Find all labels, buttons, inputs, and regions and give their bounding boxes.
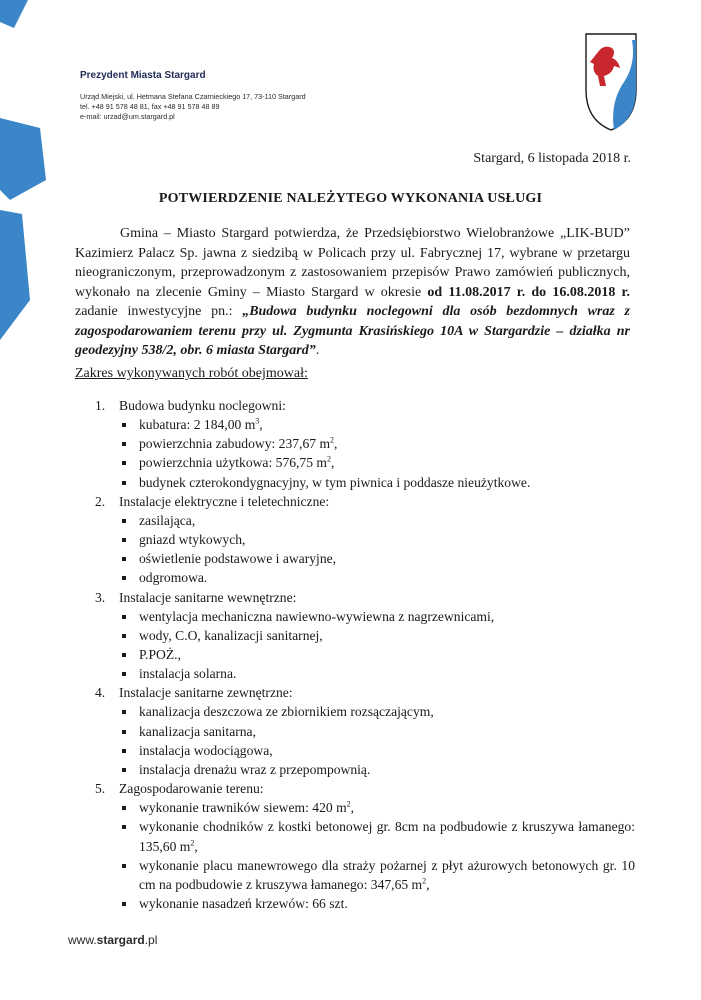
list-item <box>95 511 635 530</box>
bullet-list <box>95 415 635 492</box>
bullet-icon <box>122 710 126 714</box>
item-text: kubatura: 2 184,00 m <box>139 417 256 432</box>
bullet-list <box>95 798 635 913</box>
paragraph-end: . <box>315 343 320 358</box>
bullet-icon <box>122 519 126 523</box>
header-org-title: Prezydent Miasta Stargard <box>80 70 206 81</box>
list-item <box>95 607 635 626</box>
item-text: wykonanie placu manewrowego dla straży pożarnej z płyt ażurowych betonowych gr. 10 cm na podbudowie z kruszywa łamanego: 347,65 m <box>139 857 635 893</box>
list-item <box>95 473 635 492</box>
item-unit-exponent: 2 <box>190 838 195 848</box>
list-item <box>95 626 635 645</box>
section-title: Instalacje sanitarne wewnętrzne: <box>119 589 297 605</box>
item-punct: , <box>350 800 355 816</box>
list-item <box>95 722 635 741</box>
item-text: P.POŻ., <box>139 647 181 663</box>
bullet-icon <box>122 902 126 906</box>
bullet-list <box>95 511 635 588</box>
bullet-icon <box>122 768 126 772</box>
item-text: zasilająca, <box>139 512 196 528</box>
bullet-list <box>95 607 635 684</box>
section-title: Budowa budynku noclegowni: <box>119 398 286 413</box>
list-item <box>95 817 635 855</box>
item-unit-exponent: 2 <box>330 435 335 445</box>
header-phone: tel. +48 91 578 48 81, fax +48 91 578 48 89 <box>80 102 220 111</box>
scope-section <box>95 396 635 415</box>
item-punct: , <box>426 877 430 893</box>
bullet-icon <box>122 557 126 561</box>
item-unit-exponent: 2 <box>327 454 331 464</box>
item-text: wentylacja mechaniczna nawiewno-wywiewna z nagrzewnicami, <box>139 608 495 624</box>
document-title: POTWIERDZENIE NALEŻYTEGO WYKONANIA USŁUGI <box>158 191 543 206</box>
list-item <box>95 741 635 760</box>
paragraph-text: Gmina – Miasto Stargard potwierdza, że Przedsiębiorstwo Wielobranżowe „LIK-BUD” Kazimierz Palacz Sp. jawna z siedzibą w Policach przy ul. Fabrycznej 17, wybrane w przetargu nieograniczonym, przeprowadzonym z zastosowaniem przepisów Prawo zamówień publicznych, wykonało na zlecenie Gminy – Miasto Stargard w okresie <box>75 226 630 300</box>
list-item <box>95 798 635 817</box>
list-item <box>95 453 635 472</box>
task-name: „Budowa budynku noclegowni dla osób bezdomnych wraz z zagospodarowaniem terenu przy ul. Zygmunta Krasińskiego 10A w Stargardzie – działka nr geodezyjny 538/2, obr. 6 miasta Stargard” <box>75 304 630 358</box>
bullet-icon <box>122 749 126 753</box>
section-number: 5. <box>95 781 106 797</box>
list-item <box>95 894 635 913</box>
section-number: 1. <box>95 398 106 413</box>
list-item <box>95 760 635 779</box>
item-text: oświetlenie podstawowe i awaryjne, <box>139 551 337 567</box>
scope-section <box>95 492 635 511</box>
scope-label: Zakres wykonywanych robót obejmował: <box>75 366 308 381</box>
section-number: 4. <box>95 685 106 701</box>
footer-brand: stargard <box>96 933 145 947</box>
item-unit-exponent: 3 <box>255 416 260 426</box>
bullet-icon <box>122 442 126 446</box>
paragraph-text-2: zadanie inwestycyjne pn.: <box>75 304 243 319</box>
item-text: instalacja wodociągowa, <box>139 742 273 758</box>
scope-section <box>95 588 635 607</box>
list-item <box>95 664 635 683</box>
bullet-icon <box>122 672 126 676</box>
document-date: Stargard, 6 listopada 2018 r. <box>473 151 631 166</box>
bullet-icon <box>122 576 126 580</box>
section-title: Instalacje elektryczne i teletechniczne: <box>119 493 330 509</box>
item-text: odgromowa. <box>139 570 208 586</box>
scope-section <box>95 779 635 798</box>
decorative-shape <box>0 0 80 420</box>
section-title: Instalacje sanitarne zewnętrzne: <box>119 685 293 701</box>
coat-of-arms-icon <box>584 32 638 132</box>
bullet-icon <box>122 806 126 810</box>
item-text: instalacja solarna. <box>139 666 237 682</box>
bullet-icon <box>122 423 126 427</box>
item-text: instalacja drenażu wraz z przepompownią. <box>139 762 371 778</box>
bullet-icon <box>122 730 126 734</box>
item-punct: , <box>259 417 263 432</box>
list-item <box>95 856 635 894</box>
item-punct: , <box>334 436 338 452</box>
header-address: Urząd Miejski, ul. Hetmana Stefana Czarnieckiego 17, 73-110 Stargard <box>80 92 306 101</box>
footer-website <box>68 933 157 947</box>
bullet-list <box>95 702 635 779</box>
item-text: wykonanie trawników siewem: 420 m <box>139 800 347 816</box>
list-item <box>95 415 635 434</box>
item-text: gniazd wtykowych, <box>139 532 246 548</box>
item-unit-exponent: 2 <box>346 799 351 809</box>
footer-suffix: .pl <box>144 933 158 947</box>
bullet-icon <box>122 634 126 638</box>
scope-section <box>95 683 635 702</box>
item-unit-exponent: 2 <box>422 876 427 886</box>
bullet-icon <box>122 615 126 619</box>
item-text: kanalizacja deszczowa ze zbiornikiem rozsączającym, <box>139 704 434 720</box>
item-punct: , <box>194 838 198 854</box>
header-email: e-mail: urzad@um.stargard.pl <box>80 112 175 121</box>
item-text: wody, C.O, kanalizacji sanitarnej, <box>139 627 323 643</box>
item-text: budynek czterokondygnacyjny, w tym piwnica i poddasze nieużytkowe. <box>139 474 531 490</box>
execution-period: od 11.08.2017 r. do 16.08.2018 r. <box>427 284 630 300</box>
list-item <box>95 434 635 453</box>
list-item <box>95 645 635 664</box>
section-number: 3. <box>95 589 106 605</box>
item-text: kanalizacja sanitarna, <box>139 723 256 739</box>
bullet-icon <box>122 653 126 657</box>
item-punct: , <box>331 455 335 471</box>
list-item <box>95 568 635 587</box>
bullet-icon <box>122 538 126 542</box>
item-text: powierzchnia użytkowa: 576,75 m <box>139 455 327 471</box>
bullet-icon <box>122 825 126 829</box>
bullet-icon <box>122 864 126 868</box>
confirmation-paragraph <box>75 224 630 361</box>
section-number: 2. <box>95 493 106 509</box>
list-item <box>95 530 635 549</box>
scope-list <box>95 396 635 913</box>
list-item <box>95 549 635 568</box>
item-text: wykonanie nasadzeń krzewów: 66 szt. <box>139 896 348 912</box>
item-text: powierzchnia zabudowy: 237,67 m <box>139 436 331 452</box>
bullet-icon <box>122 481 126 485</box>
item-text: wykonanie chodników z kostki betonowej gr. 8cm na podbudowie z kruszywa łamanego: 135,60 m <box>139 819 635 854</box>
footer-prefix: www. <box>68 933 97 947</box>
list-item <box>95 702 635 721</box>
section-title: Zagospodarowanie terenu: <box>119 781 264 797</box>
bullet-icon <box>122 461 126 465</box>
